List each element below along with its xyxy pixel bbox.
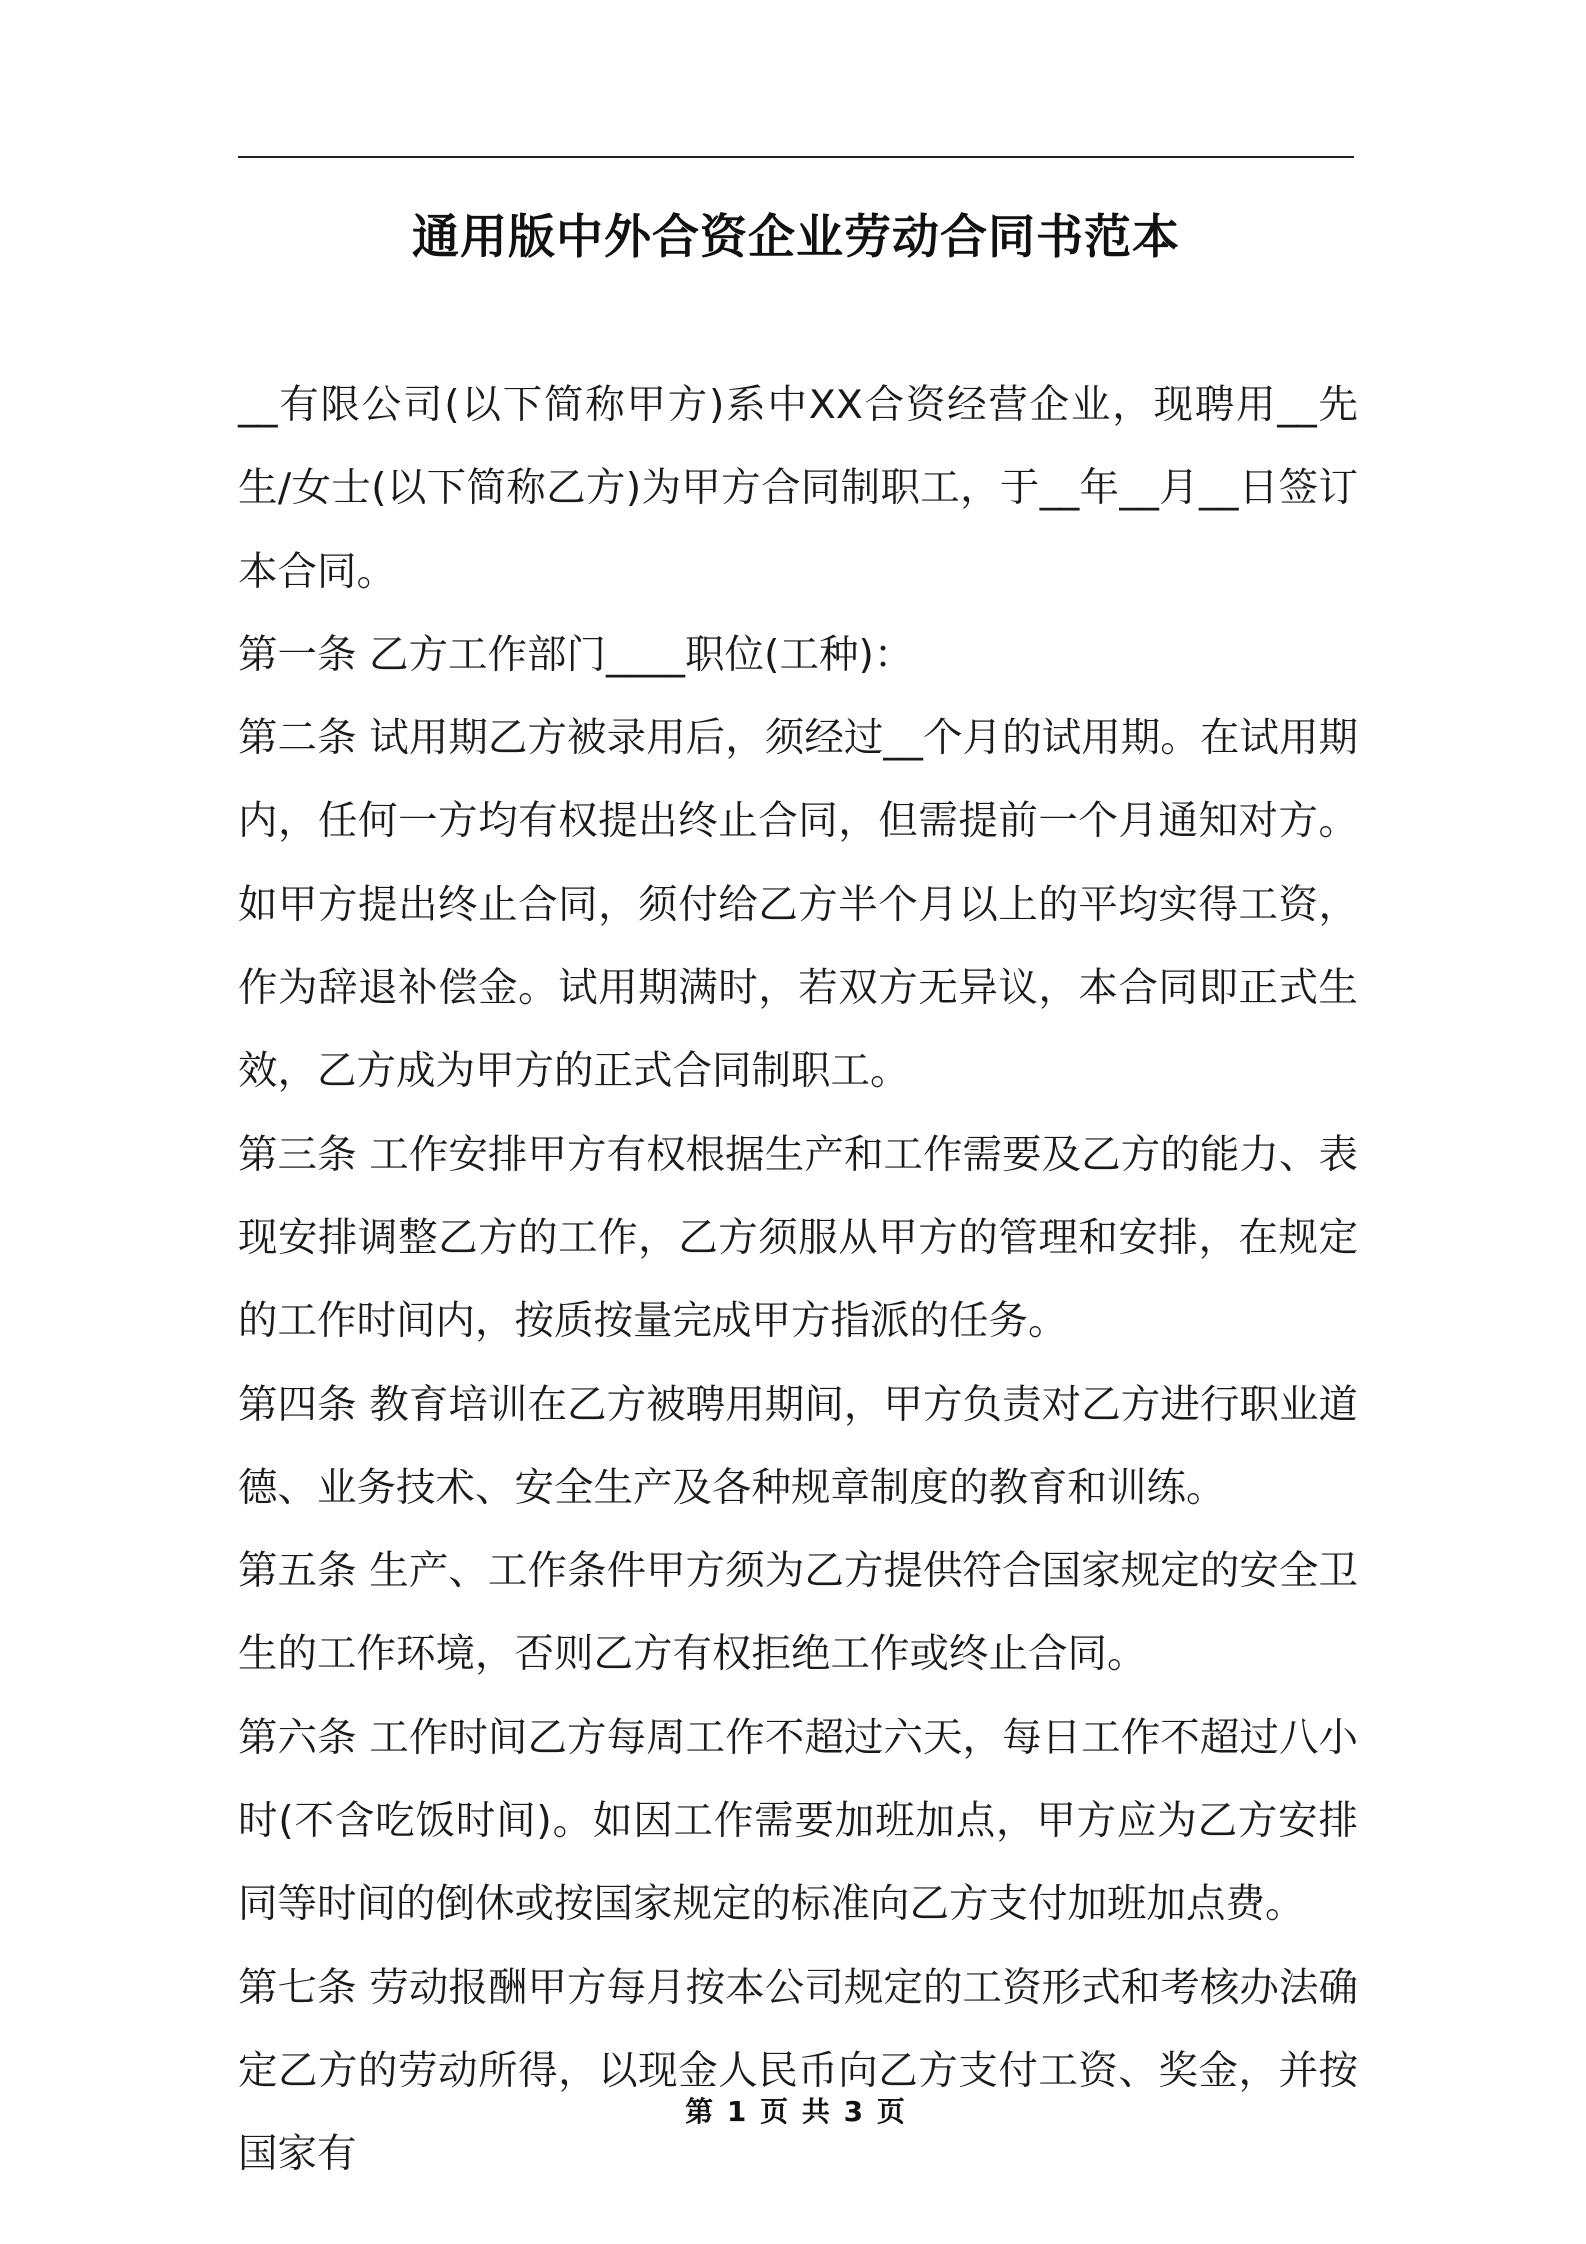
article-4-paragraph: 第四条 教育培训在乙方被聘用期间，甲方负责对乙方进行职业道德、业务技术、安全生产及各种规章制度的教育和训练。	[238, 1381, 1358, 1511]
header-divider	[238, 156, 1354, 158]
article-7-paragraph: 第七条 劳动报酬甲方每月按本公司规定的工资形式和考核办法确定乙方的劳动所得，以现金人民币向乙方支付工资、奖金，并按国家有	[238, 1964, 1358, 2178]
article-3-paragraph: 第三条 工作安排甲方有权根据生产和工作需要及乙方的能力、表现安排调整乙方的工作，乙方须服从甲方的管理和安排，在规定的工作时间内，按质按量完成甲方指派的任务。	[238, 1131, 1358, 1345]
article-5-paragraph: 第五条 生产、工作条件甲方须为乙方提供符合国家规定的安全卫生的工作环境，否则乙方有权拒绝工作或终止合同。	[238, 1548, 1358, 1678]
article-2-paragraph: 第二条 试用期乙方被录用后，须经过__个月的试用期。在试用期内，任何一方均有权提出终止合同，但需提前一个月通知对方。如甲方提出终止合同，须付给乙方半个月以上的平均实得工资，作为辞退补偿金。试用期满时，若双方无异议，本合同即正式生效，乙方成为甲方的正式合同制职工。	[238, 715, 1358, 1095]
page-number-footer: 第 1 页 共 3 页	[685, 2095, 907, 2128]
intro-paragraph: __有限公司(以下简称甲方)系中XX合资经营企业，现聘用__先生/女士(以下简称乙方)为甲方合同制职工，于__年__月__日签订本合同。	[238, 382, 1358, 595]
article-1-paragraph: 第一条 乙方工作部门____职位(工种)：	[238, 631, 914, 678]
document-title: 通用版中外合资企业劳动合同书范本	[412, 210, 1180, 265]
article-6-paragraph: 第六条 工作时间乙方每周工作不超过六天，每日工作不超过八小时(不含吃饭时间)。如因工作需要加班加点，甲方应为乙方安排同等时间的倒休或按国家规定的标准向乙方支付加班加点费。	[238, 1714, 1358, 1928]
document-body	[238, 364, 1358, 2197]
